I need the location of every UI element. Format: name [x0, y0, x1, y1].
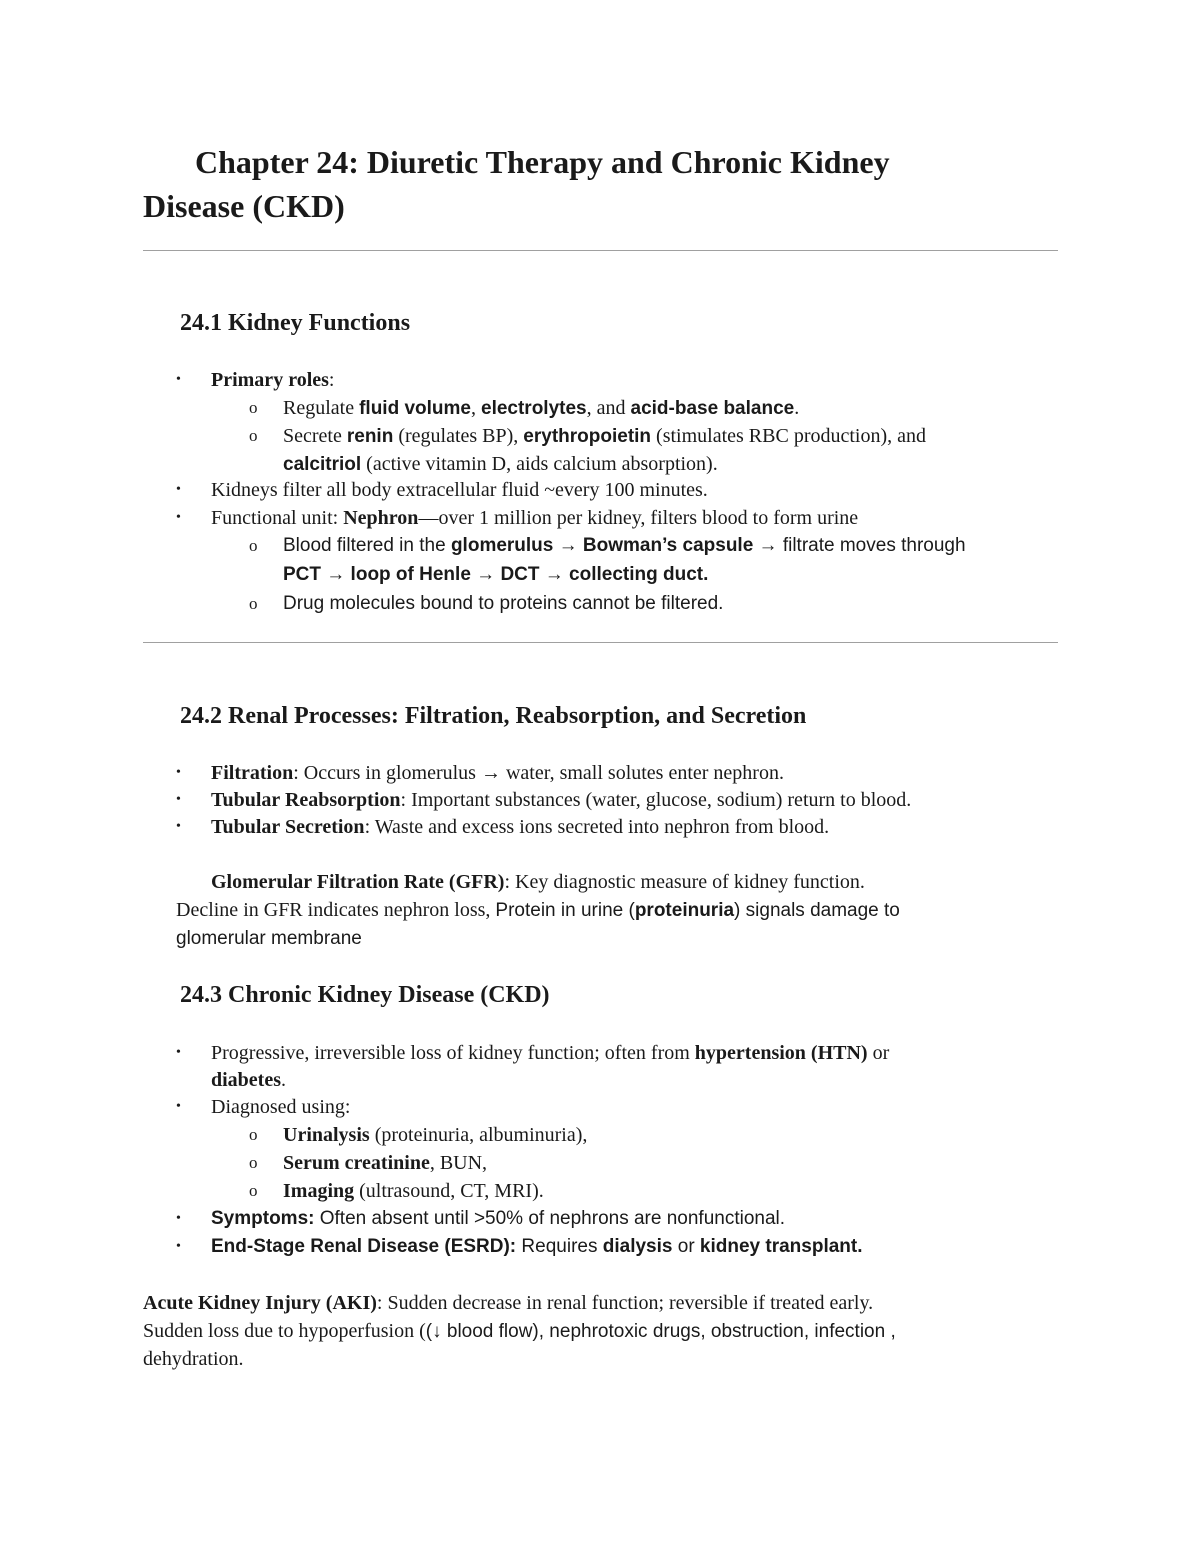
list-item: Kidneys filter all body extracellular fluid ~every 100 minutes. — [211, 479, 708, 501]
bullet-icon: • — [176, 372, 181, 387]
bullet-icon: • — [176, 1045, 181, 1060]
list-item: Serum creatinine, BUN, — [283, 1152, 488, 1174]
bullet-icon: • — [176, 1099, 181, 1114]
section-heading-24-3: 24.3 Chronic Kidney Disease (CKD) — [180, 982, 550, 1008]
sub-bullet-icon: o — [249, 594, 258, 613]
list-item: Imaging (ultrasound, CT, MRI). — [283, 1180, 544, 1202]
paragraph: Acute Kidney Injury (AKI): Sudden decrease in renal function; reversible if treated early. — [143, 1292, 874, 1314]
list-item: Blood filtered in the glomerulus → Bowman’s capsule → filtrate moves through — [283, 535, 966, 556]
list-item: Filtration: Occurs in glomerulus → water, small solutes enter nephron. — [211, 762, 784, 784]
list-item: Drug molecules bound to proteins cannot be filtered. — [283, 593, 724, 614]
list-item: Tubular Secretion: Waste and excess ions secreted into nephron from blood. — [211, 816, 830, 838]
paragraph-continuation: dehydration. — [143, 1348, 244, 1370]
bullet-icon: • — [176, 510, 181, 525]
bullet-icon: • — [176, 1211, 181, 1226]
chapter-title-line1: Chapter 24: Diuretic Therapy and Chronic Kidney — [195, 144, 890, 180]
bullet-icon: • — [176, 1239, 181, 1254]
list-item: Primary roles: — [211, 369, 335, 391]
sub-bullet-icon: o — [249, 1181, 258, 1200]
bullet-icon: • — [176, 482, 181, 497]
chapter-title-line2: Disease (CKD) — [143, 188, 345, 224]
list-item-continuation: PCT → loop of Henle → DCT → collecting duct. — [283, 564, 709, 585]
list-item: End-Stage Renal Disease (ESRD): Requires dialysis or kidney transplant. — [211, 1236, 863, 1257]
paragraph: Decline in GFR indicates nephron loss, Protein in urine (proteinuria) signals damage to — [176, 899, 900, 921]
sub-bullet-icon: o — [249, 1125, 258, 1144]
list-item: Secrete renin (regulates BP), erythropoietin (stimulates RBC production), and — [283, 425, 927, 447]
bullet-icon: • — [176, 792, 181, 807]
section-heading-24-2: 24.2 Renal Processes: Filtration, Reabsorption, and Secretion — [180, 703, 807, 729]
list-item: Functional unit: Nephron—over 1 million per kidney, filters blood to form urine — [211, 507, 859, 529]
section-divider — [143, 642, 1058, 643]
list-item-continuation: calcitriol (active vitamin D, aids calcium absorption). — [283, 453, 718, 475]
sub-bullet-icon: o — [249, 398, 258, 417]
list-item: Urinalysis (proteinuria, albuminuria), — [283, 1124, 588, 1146]
list-item: Symptoms: Often absent until >50% of nephrons are nonfunctional. — [211, 1208, 786, 1229]
section-divider — [143, 250, 1058, 251]
sub-bullet-icon: o — [249, 1153, 258, 1172]
list-item-continuation: diabetes. — [211, 1069, 286, 1091]
paragraph: Glomerular Filtration Rate (GFR): Key diagnostic measure of kidney function. — [211, 871, 865, 893]
bullet-icon: • — [176, 819, 181, 834]
bullet-icon: • — [176, 765, 181, 780]
paragraph-continuation: Sudden loss due to hypoperfusion ((↓ blood flow), nephrotoxic drugs, obstruction, infection , — [143, 1320, 896, 1342]
paragraph-continuation: glomerular membrane — [176, 928, 362, 949]
list-item: Tubular Reabsorption: Important substances (water, glucose, sodium) return to blood. — [211, 789, 912, 811]
list-item: Regulate fluid volume, electrolytes, and acid-base balance. — [283, 397, 800, 419]
sub-bullet-icon: o — [249, 426, 258, 445]
list-item: Diagnosed using: — [211, 1096, 351, 1118]
sub-bullet-icon: o — [249, 536, 258, 555]
list-item: Progressive, irreversible loss of kidney function; often from hypertension (HTN) or — [211, 1042, 890, 1064]
section-heading-24-1: 24.1 Kidney Functions — [180, 310, 411, 336]
